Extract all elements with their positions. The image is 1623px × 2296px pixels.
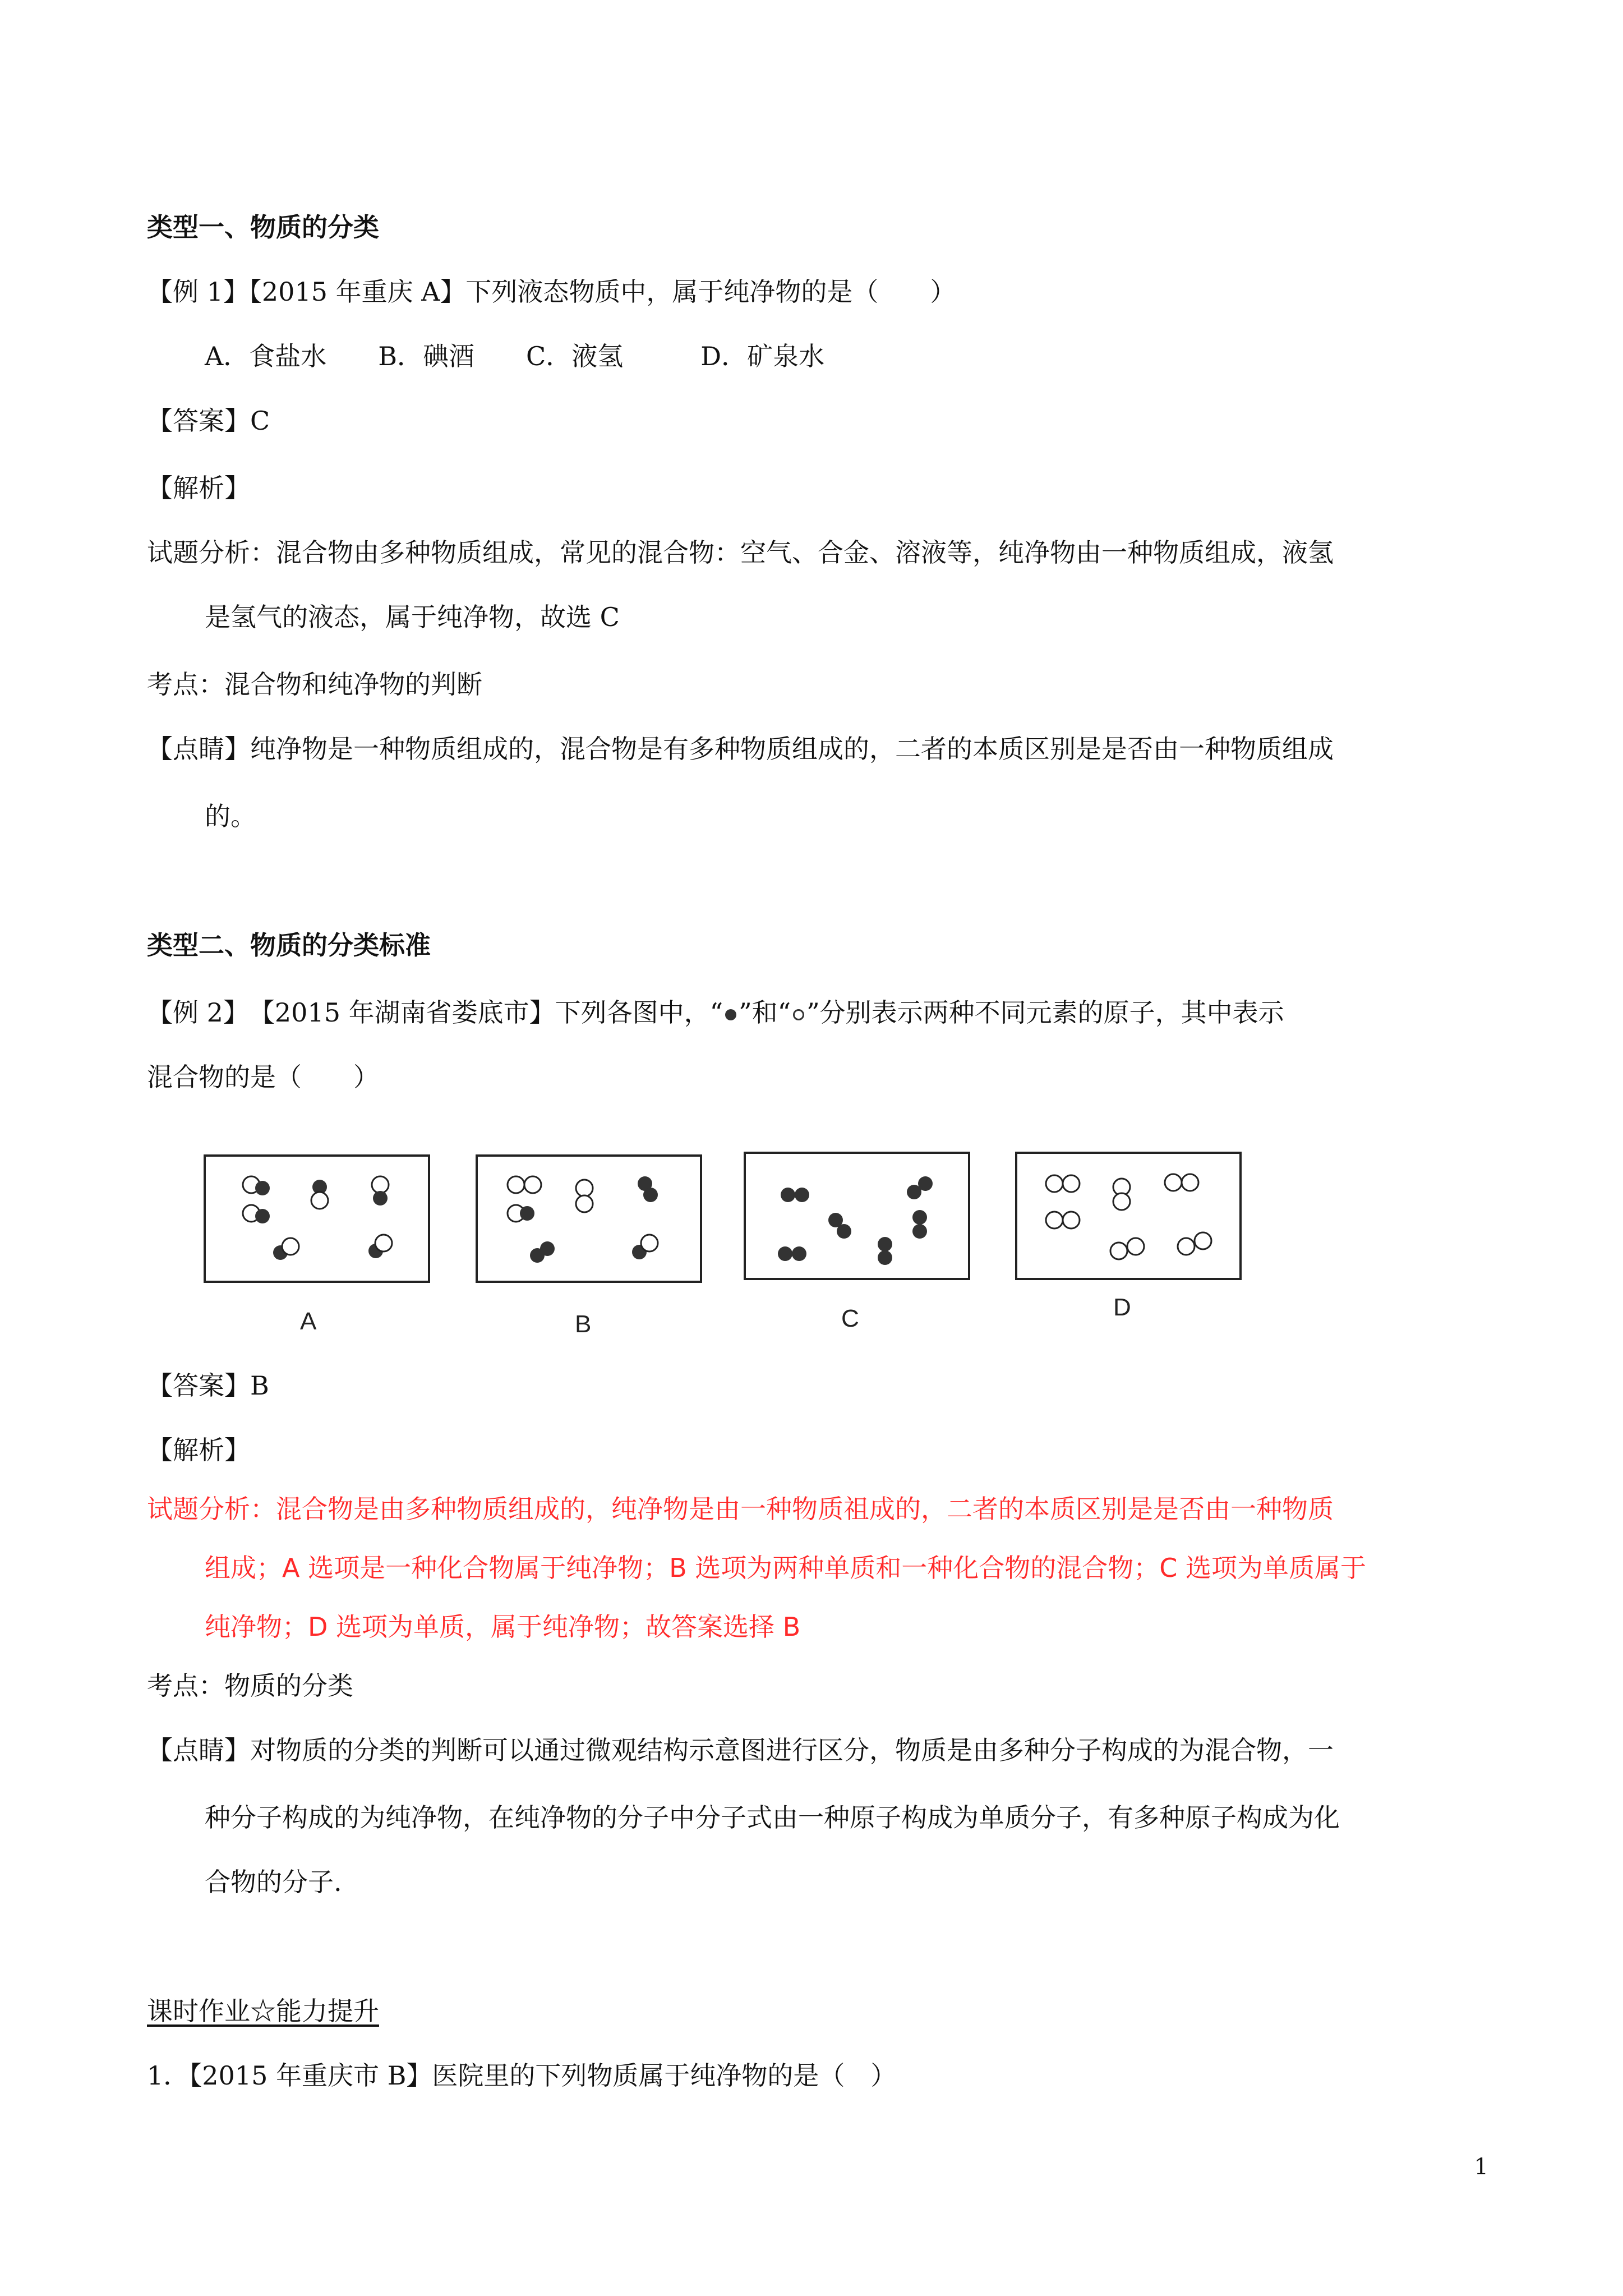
diagram-box-a (205, 1156, 429, 1335)
example2-question-line2: 混合物的是（ ） (147, 1062, 379, 1092)
example2-analysis-red-line3: 纯净物；D 选项为单质，属于纯净物；故答案选择 B (205, 1612, 801, 1642)
page-number: 1 (1474, 2154, 1488, 2180)
example1-dianjing-line2: 的。 (205, 801, 256, 831)
example2-answer: 【答案】B (147, 1370, 269, 1401)
example2-kaodian: 考点：物质的分类 (147, 1671, 353, 1701)
example2-dianjing-line1: 【点睛】对物质的分类的判断可以通过微观结构示意图进行区分，物质是由多种分子构成的为混合物，一 (147, 1735, 1334, 1765)
example1-analysis-label: 【解析】 (147, 473, 250, 503)
example1-kaodian: 考点：混合物和纯净物的判断 (147, 669, 482, 700)
diagram-box-b (477, 1156, 701, 1335)
example1-analysis-line2: 是氢气的液态，属于纯净物，故选 C (205, 602, 620, 632)
section1-heading: 类型一、物质的分类 (147, 212, 379, 242)
diagram-box-d (1016, 1153, 1241, 1321)
homework-question1: 1．【2015 年重庆市 B】医院里的下列物质属于纯净物的是（ ） (147, 2060, 897, 2091)
example1-analysis-line1: 试题分析：混合物由多种物质组成，常见的混合物：空气、合金、溶液等，纯净物由一种物质组成，液氢 (147, 537, 1334, 568)
example2-part3: ”分别表示两种不同元素的原子，其中表示 (806, 997, 1284, 1028)
example2-question-line1 (147, 996, 1284, 1029)
hollow-atom-icon (793, 1009, 804, 1020)
example2-dianjing-line2: 种分子构成的为纯净物，在纯净物的分子中分子式由一种原子构成为单质分子，有多种原子构成为化 (205, 1802, 1340, 1833)
diagram-label-c: C (841, 1305, 859, 1332)
diagram-box-c (745, 1153, 969, 1332)
example2-part2: ”和“ (739, 997, 791, 1028)
example1-question: 【例 1】【2015 年重庆 A】下列液态物质中，属于纯净物的是（ ） (147, 277, 956, 307)
filled-atom-icon (725, 1009, 736, 1020)
example1-dianjing-line1: 【点睛】纯净物是一种物质组成的，混合物是有多种物质组成的，二者的本质区别是是否由一种物质组成 (147, 734, 1334, 764)
section2-heading: 类型二、物质的分类标准 (147, 930, 431, 960)
example2-part1: 【例 2】 【2015 年湖南省娄底市】下列各图中，“ (147, 997, 723, 1028)
example2-analysis-red-line1: 试题分析：混合物是由多种物质组成的，纯净物是由一种物质祖成的，二者的本质区别是是否由一种物质 (147, 1494, 1334, 1524)
example1-options: A．食盐水 B．碘酒 C．液氢 D．矿泉水 (205, 341, 825, 371)
example2-analysis-red-line2: 组成；A 选项是一种化合物属于纯净物；B 选项为两种单质和一种化合物的混合物；C 选项为单质属于 (205, 1553, 1367, 1583)
molecule-diagram-figure (202, 1150, 1256, 1335)
example2-analysis-label: 【解析】 (147, 1435, 250, 1465)
diagram-label-a: A (300, 1308, 317, 1335)
diagram-label-b: B (575, 1310, 592, 1335)
example1-answer: 【答案】C (147, 406, 270, 436)
example2-dianjing-line3: 合物的分子. (205, 1867, 342, 1897)
diagram-label-d: D (1113, 1294, 1131, 1321)
homework-heading: 课时作业☆能力提升 (147, 1996, 379, 2026)
